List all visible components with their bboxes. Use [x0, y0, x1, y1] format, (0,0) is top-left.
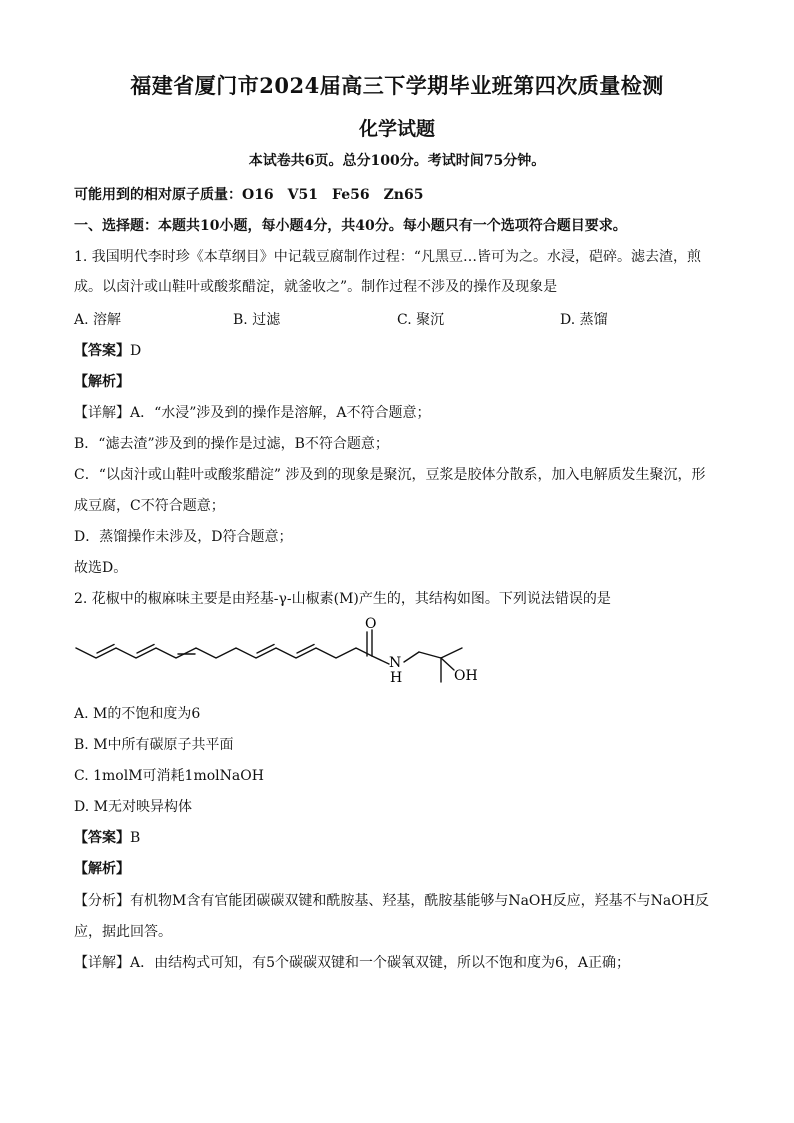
exam-title: 福建省厦门市2024届高三下学期毕业班第四次质量检测: [130, 73, 664, 98]
q1-analysis-tag: 【解析】: [74, 374, 130, 390]
q1-option-d: D. 蒸馏: [560, 312, 608, 328]
q2-option-a: A. M的不饱和度为6: [74, 706, 201, 722]
q1-detail-line1: 【详解】A．“水浸”涉及到的操作是溶解，A不符合题意；: [74, 405, 431, 421]
q2-analysis-line2: 应，据此回答。: [74, 924, 172, 940]
section-heading: 一、选择题：本题共10小题，每小题4分，共40分。每小题只有一个选项符合题目要求。: [74, 218, 627, 234]
q1-detail-line2: B．“滤去渣”涉及到的操作是过滤，B不符合题意；: [74, 436, 389, 452]
answer-value: B: [130, 830, 141, 846]
answer-tag: 【答案】: [74, 343, 130, 359]
q1-stem-line1: 1. 我国明代李时珍《本草纲目》中记载豆腐制作过程：“凡黑豆…皆可为之。水浸，硙碎。滤去渣，煎: [74, 249, 701, 265]
q2-answer: [74, 827, 140, 847]
q1-detail-line5: D．蒸馏操作未涉及，D符合题意；: [74, 529, 293, 545]
q1-answer: [74, 340, 141, 360]
molecule-structure: [74, 612, 504, 694]
exam-subtitle: 化学试题: [358, 118, 435, 140]
answer-value: D: [130, 343, 142, 359]
q2-analysis-tag: 【解析】: [74, 861, 130, 877]
q2-detail-line1: 【详解】A．由结构式可知，有5个碳碳双键和一个碳氧双键，所以不饱和度为6，A正确；: [74, 955, 631, 971]
amide-nitrogen-label: N: [389, 655, 402, 671]
q1-detail-line4: 成豆腐，C不符合题意；: [74, 498, 225, 514]
q1-conclusion: 故选D。: [74, 560, 128, 576]
exam-meta: 本试卷共6页。总分100分。考试时间75分钟。: [248, 153, 546, 169]
hydroxyl-label: OH: [454, 668, 478, 684]
q2-stem: 2. 花椒中的椒麻味主要是由羟基-γ-山椒素(M)产生的，其结构如图。下列说法错误的是: [74, 591, 611, 607]
q2-option-c: C. 1molM可消耗1molNaOH: [74, 768, 264, 784]
answer-tag: 【答案】: [74, 830, 130, 846]
q1-option-b: B. 过滤: [233, 312, 281, 328]
q2-option-d: D. M无对映异构体: [74, 799, 192, 815]
q2-analysis-line1: 【分析】有机物M含有官能团碳碳双键和酰胺基、羟基，酰胺基能够与NaOH反应，羟基不与NaOH反: [74, 893, 709, 909]
atomic-masses: 可能用到的相对原子质量：O16 V51 Fe56 Zn65: [74, 187, 424, 203]
q1-option-c: C. 聚沉: [397, 312, 445, 328]
q1-detail-line3: C．“以卤汁或山鞋叶或酸浆醋淀” 涉及到的现象是聚沉，豆浆是胶体分散系，加入电解质发生聚沉，形: [74, 467, 706, 483]
q1-stem-line2: 成。以卤汁或山鞋叶或酸浆醋淀，就釜收之”。制作过程不涉及的操作及现象是: [74, 279, 558, 295]
carbon-skeleton: [76, 630, 462, 682]
q2-option-b: B. M中所有碳原子共平面: [74, 737, 234, 753]
carbonyl-oxygen-label: O: [365, 616, 377, 632]
q1-option-a: A. 溶解: [74, 312, 122, 328]
amide-hydrogen-label: H: [390, 670, 403, 686]
